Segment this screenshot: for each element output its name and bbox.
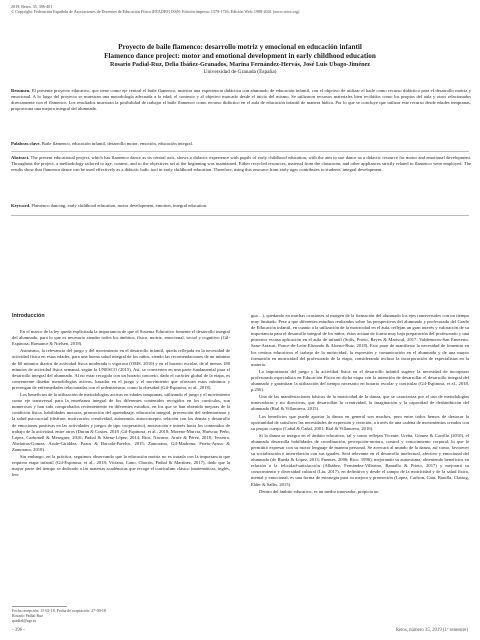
body-divider bbox=[11, 215, 469, 216]
resumen-label: Resumen. bbox=[11, 88, 31, 93]
body-paragraph: Los beneficios de la utilización de metodologías activas en edades tempranas, utilizando el juego y el movimiento como eje transversal para la enseñanza integral de los diferentes contenidos recogidos en los currículos, son numerosos y han sido comprobados recientemente en diferentes estudios, en los que se han obtenido mejoras de la condición física, habilidades motoras, promoción del aprendizaje, educación integral, prevención del sedentarismo y la salud psicosocial (disfrute, motivación, creatividad, autonomía, autoconcepto, relación con los demás y desarrollo de emociones positivas en las actividades y juegos de tipo cooperativo), motivación e interés hacia los contenidos de trabajo de la actividad, entre otros (Duran & Costes, 2018 ;Gil-Espinosa, et al., 2018; Moreno-Murcia, Huéscar, Peño, López, Carbonell & Meseguer, 2016; Padial & Sáenz-López, 2014; Ríos, Navarro, Arufe & Pérez, 2018; Teixeira, Abelairas-Gomez, Arufe-Giráldez, Pazos & Barcala-Furelos, 2015; Zamorano, Gil-Madrona, Prieto-Ayuso & Zamorano, 2018). bbox=[12, 392, 230, 452]
abstract-paragraph bbox=[11, 155, 471, 173]
body-paragraph: gua…), quedando en muchas ocasiones al margen de la formación del alumnado los ejes transversales con un tiempo muy limitado. Pese a que diferentes estudios realizados sobre las perspectivas del alumnado y profesorado del Grado de Educación infantil, en cuanto a la utilización de la motricidad en el aula, reflejan un gran interés y valoración de su importancia para el desarrollo integral de los niños, éstos actúan de forma muy baja preparación del profesorado y una posterior escasa aplicación en el aula de infantil (Solís, Prieto, Reyes & Mariscal, 2017; Valdemoros-San Emeterio, Sanz-Arazuri, Ponce-de-León-Elizondo & Alonso-Ruiz, 2018). Esto pone de manifiesto la necesidad de fomentar en los centros educativos el trabajo de la motricidad, la expresión y comunicación en el alumnado y de una mayor formación en motricidad del profesorado de la etapa, considerando incluso la incorporación de especialistas en la materia. bbox=[251, 313, 469, 367]
journal-issue: Retos, número 35, 2019 (1º semestre) bbox=[395, 628, 468, 633]
body-paragraph: Dentro del ámbito educativo, es un medio innovador, propicia un bbox=[259, 488, 379, 494]
abstract-text: The present educational project, which has flamenco dance as its central axis, shows a didactic experience with pupils of early childhood education, with the aim to use dance as a didactic resource for motor and emotional development. Throughout the project, a methodology tailored to age, context, and to the objectives set at the beginning was maintained. Either recycled resources, material from the classroom, and other appliances strictly related to flamenco were employed. The results show that flamenco dance can be used effectively as a didactic ludic tool in early childhood education. Therefore, using this resource from early ages contributes to students' integral development. bbox=[11, 155, 471, 172]
journal-citation: 2019, Retos, 35, 396-401 bbox=[11, 4, 53, 9]
keywords-paragraph bbox=[11, 203, 471, 209]
palabras-clave-text: Baile flamenco, educación infantil, desarrollo motor, emoción, educación integral. bbox=[41, 141, 193, 146]
palabras-clave-label: Palabras clave. bbox=[11, 141, 41, 146]
resumen-text: El presente proyecto educativo, que tiene como eje central el baile flamenco, muestra una experiencia didáctica con alumnado de educación infantil, con el objetivo de utilizar el baile como recurso didáctico para el desarrollo motriz y emocional. A lo largo del proyecto se muestran una metodología adecuada a la edad, el contexto y al objetivo marcado desde el inicio del mismo. Se utilizaron recursos materiales bien recibidos como los propios del aula y otros relacionados directamente con el flamenco. Los resultados muestran la posibilidad de trabajar el baile flamenco como recurso didáctico en el aula de educación infantil de manera lúdica. Por lo que se concluye que utilizar este recurso desde edades tempranas, proporciona una mejora integral del alumnado. bbox=[11, 88, 471, 111]
body-paragraph: En el marco de la ley queda explicitada la importancia de que el Sistema Educativo fomente el desarrollo integral del alumnado, para lo que es necesario atender todos los ámbitos, físico, motriz, emocional, social y cognitivo (Gil-Espinosa, Romance & Nielsen, 2018). bbox=[12, 329, 230, 347]
abstract-label: Abstract. bbox=[11, 155, 30, 160]
body-column-right bbox=[251, 313, 469, 496]
body-paragraph: Asimismo, la relevancia del juego y del movimiento en el desarrollo infantil, queda reflejada en la necesidad de actividad física en estas edades, para una buena salud integral de los niños, siendo las recomendaciones de un mínimo de 60 minutos diarios de actividad física moderada o vigorosa (OMS, 2010) y en el horario escolar, de al menos 180 minutos de actividad física semanal, según la UNESCO (2015). Así, se convierten en una parte fundamental para el desarrollo integral del alumnado. Al no estar recogida con un horario concreto, dado el carácter global de la etapa, es conveniente diseñar metodologías activas, basadas en el juego y el movimiento que ofrezcan estos mínimos y prevengan de enfermedades relacionadas con el sedentarismo, como la obesidad (Gil-Espinosa, et al., 2018). bbox=[12, 348, 230, 390]
body-paragraph: Sin embargo, en la práctica, seguimos observando que la educación motriz no es tratada con la importancia que requiera etapa infantil (Gil-Espinosa, et al., 2018; Viciana, Cano, Chacón, Padial & Martínez, 2017), dado que la mayor parte del tiempo se dedicado a las materias académicas que recoge el currículum clásico (matemáticas, inglés, len- bbox=[12, 453, 230, 478]
footnote-divider bbox=[12, 606, 67, 607]
footnote bbox=[12, 608, 106, 623]
page-number: - 396 - bbox=[12, 628, 25, 633]
journal-header bbox=[11, 4, 471, 14]
section-heading: Introducción bbox=[12, 313, 45, 319]
body-paragraph: La importancia del juego y la actividad física en el desarrollo infantil sugiere la necesidad de incorporar profesorado especialista en Educación Física en dicha etapa con la intención de desarrollar el desarrollo integral del alumnado y garantizar la utilización del tiempo necesario en horario escolar y curricular (Gil-Espinosa, et al., 2018, p.256). bbox=[251, 368, 469, 393]
footnote-email: rpadial@ugr.es bbox=[12, 618, 37, 623]
authors: Rosario Padial-Ruz, Delia Ibáñez-Granados, Marina Fernández-Hervás, José Luis Ubago-Jiménez bbox=[109, 61, 371, 68]
title-spanish: Proyecto de baile flamenco: desarrollo motriz y emocional en educación infantil bbox=[118, 43, 362, 51]
body-paragraph: Una de las manifestaciones básicas de la motricidad de la danza, que se caracteriza por el uso de metodologías innovadoras y no directivas, que desarrollan la creatividad, la imaginación y la capacidad de deshinibición del alumnado (Rial & Villanueva, 2015). bbox=[251, 394, 469, 412]
resumen-paragraph bbox=[11, 88, 471, 111]
keywords-text: Flamenco dancing, early childhood education, motor development, emotion, integral education. bbox=[31, 203, 208, 208]
footnote-dates: Fecha recepción: 11-02-18. Fecha de aceptación: 27-09-18 bbox=[12, 608, 106, 613]
body-column-left bbox=[12, 313, 230, 479]
body-paragraph: Los beneficios que puede aportar la danza en general son muchos, pero entre todos hemos de destacar la oportunidad de satisfacer las necesidades de expresión y creación, a través de una cadena de movimientos creados con su propio cuerpo (Cañal & Cañal, 2001; Rial & Villanueva, 2016). bbox=[251, 413, 469, 431]
footnote-author: Rosario Padial Ruz bbox=[12, 613, 43, 618]
journal-copyright: © Copyright: Federación Española de Asociaciones de Docentes de Educación Física (FEADEF) ISSN: Edición impresa: 1579-1726. Edición Web: 1988-2041 (www.retos.org) bbox=[11, 9, 300, 15]
affiliation: Universidad de Granada (España) bbox=[203, 69, 277, 75]
abstract-divider bbox=[11, 151, 469, 152]
title-block bbox=[0, 43, 480, 76]
keywords-label: Keyword. bbox=[11, 203, 31, 208]
title-english: Flamenco dance project: motor and emotional development in early childhood education bbox=[104, 52, 376, 60]
body-paragraph: Si la danza se integra en el ámbito educativo, tal y como reflejan Vicente, Ureña, Gómez & Carrillo (2010), el alumnado desarrolla habilidades de coordinación, percepción-motora, control y conocimiento corporal, lo que le permitirá expresar con su motor lenguaje de manera personal. Se acercará al mundo de la danza, así como, favorecer su socialización e interrelación con sus iguales. Será relevante en el desarrollo intelectual, afectivo y emocional del alumnado (de Rueda & López, 2013; Fuentes, 2006; Rico, 1996), mejorando su autoestima, obteniendo beneficios en relación a la felicidad-satisfacción (Albáñez, Fernández-Villarino, Ramallo & Prieto, 2017) y mejorará su conocimiento y diversidad cultural (Liu, 2017), en definitiva y desde el campo de la motricidad y de la salud física, mental y emocional, es una forma de estrategia para su mejora y promoción (López, Carlson, Cain, Bonilla, Clausig, Elder & Sallis, 2015). bbox=[251, 432, 469, 487]
palabras-clave-paragraph bbox=[11, 141, 471, 147]
